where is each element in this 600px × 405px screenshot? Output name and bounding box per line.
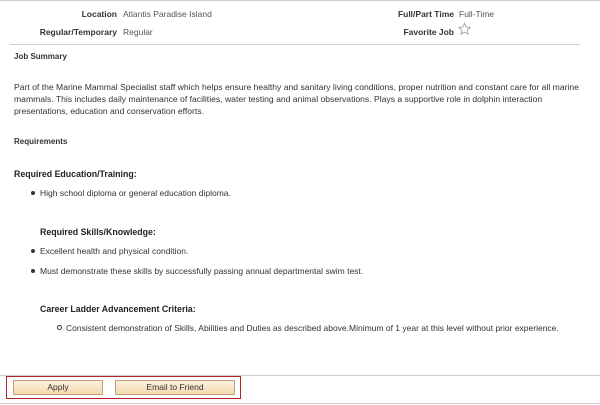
location-label: Location [81, 9, 117, 19]
list-item [40, 188, 231, 198]
apply-button[interactable]: Apply [13, 380, 103, 395]
job-summary-heading: Job Summary [14, 52, 67, 61]
bottom-border [0, 403, 600, 404]
requirements-heading: Requirements [14, 137, 68, 146]
career-ladder-heading: Career Ladder Advancement Criteria: [40, 304, 196, 314]
email-to-friend-button[interactable]: Email to Friend [115, 380, 235, 395]
regular-temporary-label: Regular/Temporary [39, 27, 117, 37]
star-outline-icon[interactable] [457, 22, 472, 36]
top-border [0, 0, 600, 1]
location-value: Atlantis Paradise Island [123, 9, 212, 19]
full-part-time-value: Full-Time [459, 9, 495, 19]
bullet-dot [31, 269, 35, 273]
favorite-job-label: Favorite Job [403, 27, 454, 37]
skills-heading: Required Skills/Knowledge: [40, 227, 156, 237]
bullet-dot [31, 191, 35, 195]
list-item-text: Excellent health and physical condition. [40, 246, 189, 256]
list-item-text: Must demonstrate these skills by successfully passing annual departmental swim test. [40, 266, 364, 276]
bullet-ring [57, 325, 62, 330]
job-summary-text: Part of the Marine Mammal Specialist staff which helps ensure healthy and sanitary living conditions, proper nutrition and constant care for all marine mammals. This includes daily maintenance of facilities, water testing and animal observations. Plays a supportive role in dolphin interaction presentations, education and conservation efforts. [14, 82, 579, 116]
section-divider [10, 44, 580, 45]
full-part-time-label: Full/Part Time [397, 9, 454, 19]
education-heading: Required Education/Training: [14, 169, 137, 179]
list-item [40, 246, 188, 256]
list-item [40, 266, 363, 276]
regular-temporary-value: Regular [123, 27, 153, 37]
list-item-text: Consistent demonstration of Skills, Abilities and Duties as described above.Minimum of 1 year at this level without prior experience. [66, 323, 559, 333]
list-item [66, 323, 559, 333]
bullet-dot [31, 249, 35, 253]
list-item-text: High school diploma or general education diploma. [40, 188, 231, 198]
